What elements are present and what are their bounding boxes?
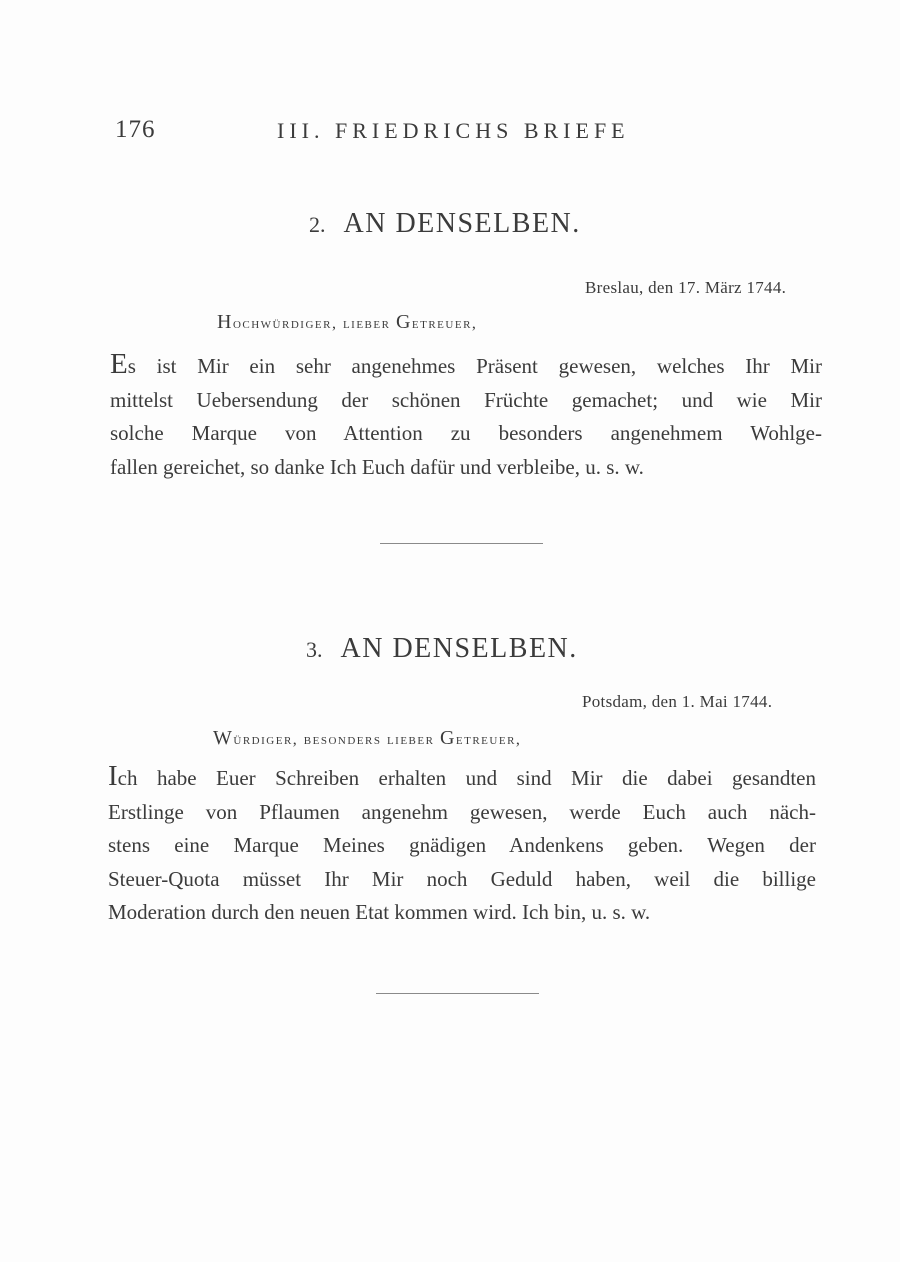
letter-body [108,760,816,930]
body-line: Steuer-Quota müsset Ihr Mir noch Geduld haben, weil die billige [108,866,816,891]
body-line: stens eine Marque Meines gnädigen Andenkens geben. Wegen der [108,833,816,857]
body-line: mittelst Uebersendung der schönen Früchte gemachet; und wie Mir [110,387,822,412]
salutation: Hochwürdiger, lieber Getreuer, [217,311,478,333]
dateline: Potsdam, den 1. Mai 1744. [582,692,773,711]
letter-heading: AN DENSELBEN. [343,208,581,239]
running-title: III. FRIEDRICHS BRIEFE [277,118,630,143]
section-divider [380,543,543,544]
letter-title [306,633,578,665]
initial-letter: E [110,348,128,380]
body-line: Es ist Mir ein sehr angenehmes Präsent gewesen, welches Ihr Mir [110,348,822,380]
initial-letter: I [108,760,118,792]
body-line: fallen gereichet, so danke Ich Euch dafür und verbleibe, u. s. w. [110,454,644,479]
letter-number: 3. [306,637,323,662]
letter-heading: AN DENSELBEN. [340,633,578,664]
body-line: solche Marque von Attention zu besonders angenehmem Wohlge- [110,421,822,445]
letter-title [309,208,581,240]
letter-number: 2. [309,212,326,237]
body-line: Ich habe Euer Schreiben erhalten und sind Mir die dabei gesandten [108,760,816,792]
body-line: Erstlinge von Pflaumen angenehm gewesen, werde Euch auch näch- [108,799,816,824]
salutation: Würdiger, besonders lieber Getreuer, [213,727,522,749]
dateline: Breslau, den 17. März 1744. [585,278,787,297]
letter-body [110,348,822,484]
body-line: Moderation durch den neuen Etat kommen wird. Ich bin, u. s. w. [108,900,651,924]
section-divider [376,993,539,994]
page-number: 176 [115,116,156,143]
